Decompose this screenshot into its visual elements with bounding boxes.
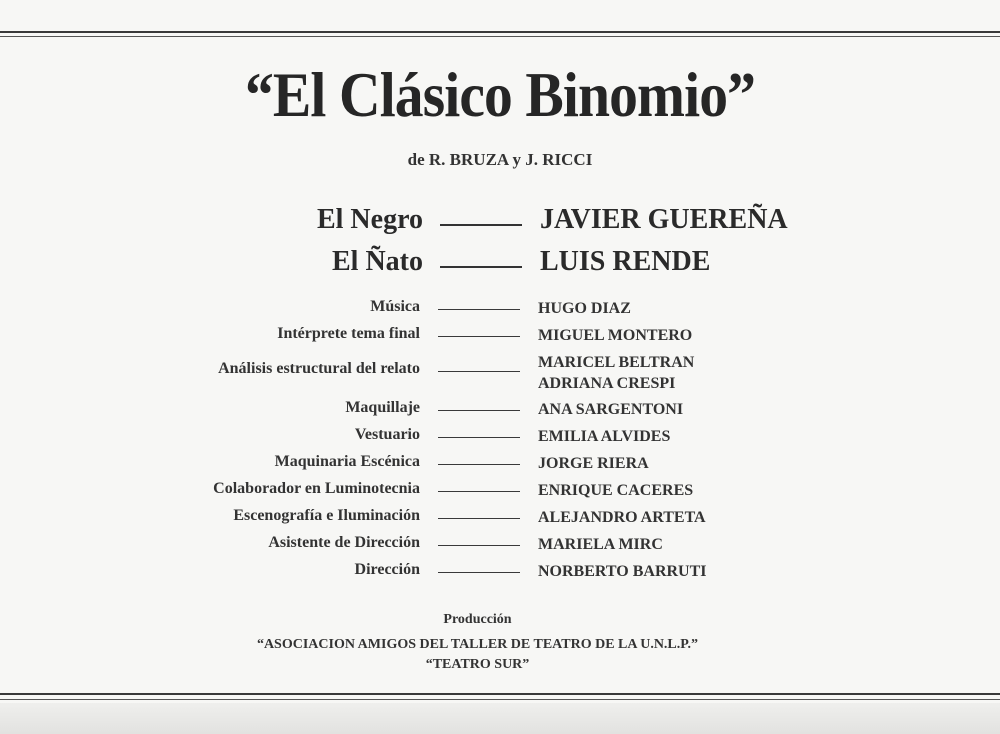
credit-person: NORBERTO BARRUTI [538, 563, 707, 580]
credit-names [538, 298, 631, 319]
leader-line [438, 572, 520, 573]
lead-role: El Ñato [332, 246, 423, 277]
credit-role: Análisis estructural del relato [218, 360, 420, 377]
credit-person: MARIELA MIRC [538, 536, 663, 553]
credit-role: Intérprete tema final [277, 325, 420, 342]
leader-line [438, 518, 520, 519]
credit-role: Colaborador en Luminotecnia [213, 480, 420, 497]
bottom-double-rule [0, 693, 1000, 700]
credit-names [538, 453, 649, 474]
credit-person: ANA SARGENTONI [538, 401, 684, 418]
credit-person: ENRIQUE CACERES [538, 482, 694, 499]
credit-names [538, 426, 670, 447]
leader-line [438, 545, 520, 546]
lead-cast-row [0, 204, 1000, 238]
credit-role: Maquillaje [345, 399, 420, 416]
leader-line [438, 336, 520, 337]
leader-line [440, 224, 522, 226]
top-double-rule [0, 31, 1000, 37]
credit-role: Vestuario [354, 426, 420, 443]
credit-person: MIGUEL MONTERO [538, 327, 693, 344]
leader-line [438, 491, 520, 492]
leader-line [438, 437, 520, 438]
credit-names [538, 352, 694, 394]
credit-person: ADRIANA CRESPI [538, 375, 676, 392]
credit-role: Asistente de Dirección [268, 534, 420, 551]
production-company: “TEATRO SUR” [425, 657, 530, 672]
leader-line [438, 464, 520, 465]
lead-actor: LUIS RENDE [540, 246, 711, 277]
lead-actor: JAVIER GUEREÑA [540, 204, 788, 235]
credit-names [538, 399, 683, 420]
credit-role: Escenografía e Iluminación [233, 507, 420, 524]
leader-line [438, 309, 520, 310]
play-title: “El Clásico Binomio” [244, 59, 756, 130]
credit-names [538, 507, 706, 528]
play-authors: de R. BRUZA y J. RICCI [407, 150, 593, 169]
credit-role: Maquinaria Escénica [274, 453, 420, 470]
credit-person: HUGO DIAZ [538, 300, 631, 317]
leader-line [438, 371, 520, 372]
credit-role: Dirección [354, 561, 420, 578]
credit-names [538, 561, 707, 582]
scan-margin [0, 703, 1000, 734]
lead-cast-row [0, 246, 1000, 280]
credit-names [538, 534, 663, 555]
credit-names [538, 480, 693, 501]
credit-person: EMILIA ALVIDES [538, 428, 671, 445]
credit-person: ALEJANDRO ARTETA [538, 509, 706, 526]
credit-person: JORGE RIERA [538, 455, 649, 472]
production-label: Producción [443, 612, 512, 627]
production-company: “ASOCIACION AMIGOS DEL TALLER DE TEATRO DE LA U.N.L.P.” [256, 637, 699, 652]
credit-role: Música [370, 298, 420, 315]
lead-role: El Negro [316, 204, 423, 235]
credit-names [538, 325, 692, 346]
leader-line [438, 410, 520, 411]
leader-line [440, 266, 522, 268]
credit-person: MARICEL BELTRAN [538, 354, 695, 371]
